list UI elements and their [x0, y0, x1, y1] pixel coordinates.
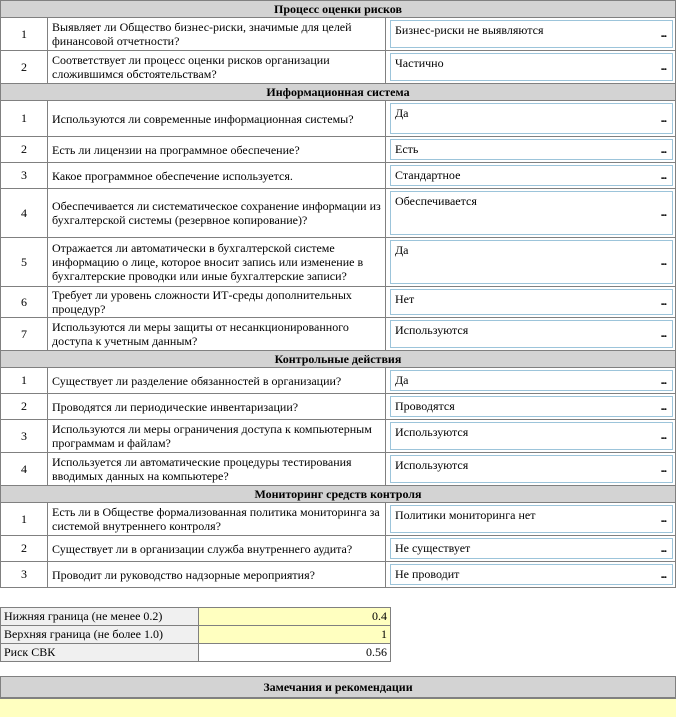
more-options-icon[interactable]: ... [660, 296, 666, 308]
question-row [1, 238, 676, 287]
row-number: 2 [1, 394, 48, 420]
risk-row [1, 644, 391, 662]
answer-value: Да [395, 106, 409, 120]
section-header [1, 1, 676, 18]
more-options-icon[interactable]: ... [660, 256, 666, 268]
row-number: 2 [1, 137, 48, 163]
answer-value: Проводятся [395, 399, 455, 413]
row-number: 3 [1, 163, 48, 189]
upper-bound-label: Верхняя граница (не более 1.0) [1, 626, 199, 644]
question-row [1, 318, 676, 351]
question-text: Есть ли лицензии на программное обеспечение? [48, 137, 386, 163]
question-row [1, 503, 676, 536]
question-text: Существует ли разделение обязанностей в организации? [48, 368, 386, 394]
more-options-icon[interactable]: ... [660, 513, 666, 525]
answer-dropdown[interactable] [390, 139, 673, 160]
answer-value: Используются [395, 458, 469, 472]
more-options-icon[interactable]: ... [660, 568, 666, 581]
question-row [1, 101, 676, 137]
answer-value: Используются [395, 323, 469, 337]
answer-value: Есть [395, 142, 419, 156]
lower-bound-input[interactable]: 0.4 [199, 608, 391, 626]
question-text: Существует ли в организации служба внутреннего аудита? [48, 536, 386, 562]
question-text: Используются ли меры ограничения доступа к компьютерным программам и файлам? [48, 420, 386, 453]
answer-value: Бизнес-риски не выявляются [395, 23, 544, 37]
section-title: Процесс оценки рисков [1, 1, 676, 18]
answer-value: Не существует [395, 541, 471, 555]
row-number: 1 [1, 101, 48, 137]
risk-parameters-table [0, 607, 391, 662]
row-number: 6 [1, 287, 48, 318]
question-row [1, 287, 676, 318]
row-number: 3 [1, 562, 48, 588]
risk-value: 0.56 [199, 644, 391, 662]
answer-dropdown[interactable] [390, 564, 673, 585]
row-number: 1 [1, 368, 48, 394]
questionnaire-body [1, 1, 676, 588]
answer-dropdown[interactable] [390, 455, 673, 483]
answer-value: Политики мониторинга нет [395, 508, 536, 522]
more-options-icon[interactable]: ... [660, 143, 666, 156]
answer-value: Да [395, 243, 409, 257]
question-text: Обеспечивается ли систематическое сохранение информации из бухгалтерской системы (резервное копирование)? [48, 189, 386, 238]
section-header [1, 351, 676, 368]
lower-bound-row [1, 608, 391, 626]
answer-dropdown[interactable] [390, 422, 673, 450]
more-options-icon[interactable]: ... [660, 207, 666, 219]
answer-value: Нет [395, 292, 415, 306]
question-text: Проводит ли руководство надзорные мероприятия? [48, 562, 386, 588]
more-options-icon[interactable]: ... [660, 374, 666, 387]
section-header [1, 84, 676, 101]
answer-dropdown[interactable] [390, 505, 673, 533]
question-row [1, 420, 676, 453]
more-options-icon[interactable]: ... [660, 328, 666, 340]
section-title: Контрольные действия [1, 351, 676, 368]
lower-bound-label: Нижняя граница (не менее 0.2) [1, 608, 199, 626]
question-text: Используются ли меры защиты от несанкционированного доступа к учетным данным? [48, 318, 386, 351]
answer-value: Обеспечивается [395, 194, 477, 208]
question-text: Есть ли в Обществе формализованная политика мониторинга за системой внутреннего контроля? [48, 503, 386, 536]
question-text: Отражается ли автоматически в бухгалтерской системе информацию о лице, которое вносит запись или изменение в бухгалтерские проводки или иные бухгалтерские записи? [48, 238, 386, 287]
answer-value: Да [395, 373, 409, 387]
answer-value: Частично [395, 56, 444, 70]
row-number: 1 [1, 503, 48, 536]
answer-value: Используются [395, 425, 469, 439]
question-row [1, 453, 676, 486]
question-text: Какое программное обеспечение используется. [48, 163, 386, 189]
section-title: Информационная система [1, 84, 676, 101]
question-row [1, 137, 676, 163]
more-options-icon[interactable]: ... [660, 463, 666, 475]
answer-dropdown[interactable] [390, 320, 673, 348]
question-row [1, 189, 676, 238]
question-text: Соответствует ли процесс оценки рисков организации сложившимся обстоятельствам? [48, 51, 386, 84]
question-row [1, 163, 676, 189]
question-text: Проводятся ли периодические инвентаризации? [48, 394, 386, 420]
more-options-icon[interactable]: ... [660, 28, 666, 40]
row-number: 4 [1, 189, 48, 238]
answer-dropdown[interactable] [390, 370, 673, 391]
answer-dropdown[interactable] [390, 538, 673, 559]
row-number: 1 [1, 18, 48, 51]
answer-dropdown[interactable] [390, 240, 673, 284]
row-number: 2 [1, 536, 48, 562]
section-header [1, 486, 676, 503]
upper-bound-input[interactable]: 1 [199, 626, 391, 644]
answer-dropdown[interactable] [390, 20, 673, 48]
question-text: Используются ли современные информационная системы? [48, 101, 386, 137]
question-row [1, 394, 676, 420]
question-text: Выявляет ли Общество бизнес-риски, значимые для целей финансовой отчетности? [48, 18, 386, 51]
answer-dropdown[interactable] [390, 191, 673, 235]
row-number: 7 [1, 318, 48, 351]
row-number: 3 [1, 420, 48, 453]
answer-dropdown[interactable] [390, 103, 673, 134]
question-text: Используется ли автоматические процедуры тестирования вводимых данных на компьютере? [48, 453, 386, 486]
more-options-icon[interactable]: ... [660, 400, 666, 413]
more-options-icon[interactable]: ... [660, 169, 666, 182]
row-number: 5 [1, 238, 48, 287]
answer-value: Не проводит [395, 567, 460, 581]
question-row [1, 536, 676, 562]
question-row [1, 51, 676, 84]
more-options-icon[interactable]: ... [660, 542, 666, 555]
remarks-input[interactable] [0, 697, 676, 717]
question-row [1, 18, 676, 51]
question-row [1, 562, 676, 588]
question-row [1, 368, 676, 394]
answer-dropdown[interactable] [390, 53, 673, 81]
remarks-header: Замечания и рекомендации [0, 676, 676, 699]
answer-dropdown[interactable] [390, 289, 673, 315]
question-text: Требует ли уровень сложности ИТ-среды дополнительных процедур? [48, 287, 386, 318]
row-number: 4 [1, 453, 48, 486]
upper-bound-row [1, 626, 391, 644]
row-number: 2 [1, 51, 48, 84]
more-options-icon[interactable]: ... [660, 430, 666, 442]
risk-label: Риск СВК [1, 644, 199, 662]
answer-dropdown[interactable] [390, 165, 673, 186]
answer-value: Стандартное [395, 168, 461, 182]
section-title: Мониторинг средств контроля [1, 486, 676, 503]
answer-dropdown[interactable] [390, 396, 673, 417]
more-options-icon[interactable]: ... [660, 61, 666, 73]
more-options-icon[interactable]: ... [660, 112, 666, 125]
